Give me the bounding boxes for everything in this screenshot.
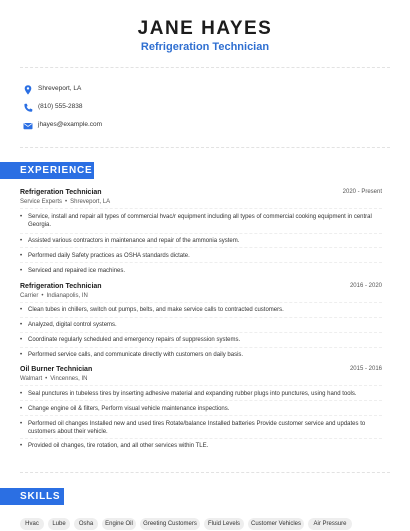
job-location: Indianapolis, IN — [46, 293, 88, 299]
job-company: Walmart — [20, 376, 43, 382]
bullet-divider — [20, 247, 382, 248]
location-text: Shreveport, LA — [38, 85, 82, 92]
job-dates: 2016 - 2020 — [349, 283, 382, 289]
bullet-divider — [20, 233, 382, 234]
job-bullet: • Clean tubes in chillers, switch out pumps, belts, and make service calls to contracted customers. — [20, 306, 372, 314]
candidate-title: Refrigeration Technician — [140, 41, 270, 53]
job-company-line: Service Experts • Shreveport, LA — [20, 199, 111, 205]
job-company: Carrier — [20, 293, 39, 299]
job-bullet: • Performed service calls, and communicate directly with customers on daily basis. — [20, 351, 372, 359]
bullet-divider — [20, 385, 382, 386]
skill-chip: Greeting Customers — [140, 518, 200, 530]
bullet-divider — [20, 438, 382, 439]
skills-heading: SKILLS — [0, 488, 64, 505]
job-bullet: • Assisted various contractors in maintenance and repair of the ammonia system. — [20, 237, 372, 245]
skill-chip: Osha — [74, 518, 98, 530]
job-bullet: • Performed daily Safety practices as OSHA standards dictate. — [20, 252, 372, 260]
skill-chip: Customer Vehicles — [248, 518, 304, 530]
job-dates: 2015 - 2016 — [349, 366, 382, 372]
job-title: Refrigeration Technician — [20, 283, 102, 290]
skill-chip: Fluid Levels — [204, 518, 244, 530]
skill-chip: Lube — [48, 518, 70, 530]
email-icon — [22, 120, 34, 132]
experience-heading: EXPERIENCE — [0, 162, 94, 179]
candidate-name: JANE HAYES — [137, 18, 273, 39]
contact-divider — [20, 147, 390, 148]
bullet-divider — [20, 262, 382, 263]
job-bullet: • Performed oil changes Installed new and used tires Rotate/balance Installed batteries Provide customer service and updates to customers about their vehicle. — [20, 420, 372, 436]
job-location: Shreveport, LA — [70, 199, 111, 205]
bullet-divider — [20, 400, 382, 401]
job-bullet: • Change engine oil & filters, Perform visual vehicle maintenance inspections. — [20, 405, 372, 413]
job-company-line: Walmart • Vincennes, IN — [20, 376, 88, 382]
job-bullet: • Provided oil changes, tire rotation, and all other services within TLE. — [20, 442, 372, 450]
skill-chip: Hvac — [20, 518, 44, 530]
email-text: jhayes@example.com — [38, 121, 103, 128]
job-bullet: • Analyzed, digital control systems. — [20, 321, 372, 329]
job-location: Vincennes, IN — [50, 376, 88, 382]
bullet-divider — [20, 317, 382, 318]
phone-text: (810) 555-2838 — [38, 103, 83, 110]
job-bullet: • Service, install and repair all types of commercial hvac/r equipment including all types of commercial cooking equipment in central Georgia. — [20, 213, 372, 229]
job-bullet: • Coordinate regularly scheduled and emergency repairs of suppression systems. — [20, 336, 372, 344]
bullet-divider — [20, 347, 382, 348]
bullet-divider — [20, 332, 382, 333]
job-bullet: • Seal punctures in tubeless tires by inserting adhesive material and expanding rubber plugs into punctures, using hand tools. — [20, 390, 372, 398]
phone-icon — [22, 102, 34, 114]
experience-divider — [20, 472, 390, 473]
job-bullet: • Serviced and repaired ice machines. — [20, 267, 372, 275]
location-pin-icon — [22, 84, 34, 96]
skill-chip: Engine Oil — [102, 518, 136, 530]
job-company: Service Experts — [20, 199, 63, 205]
bullet-divider — [20, 208, 382, 209]
bullet-divider — [20, 302, 382, 303]
job-title: Refrigeration Technician — [20, 189, 102, 196]
bullet-divider — [20, 415, 382, 416]
job-dates: 2020 - Present — [342, 189, 382, 195]
job-company-line: Carrier • Indianapolis, IN — [20, 293, 88, 299]
skill-chip: Air Pressure — [308, 518, 352, 530]
job-entry — [20, 189, 382, 279]
job-entry — [20, 366, 382, 456]
job-title: Oil Burner Technician — [20, 366, 93, 373]
header-divider — [20, 67, 390, 68]
job-entry — [20, 283, 382, 363]
